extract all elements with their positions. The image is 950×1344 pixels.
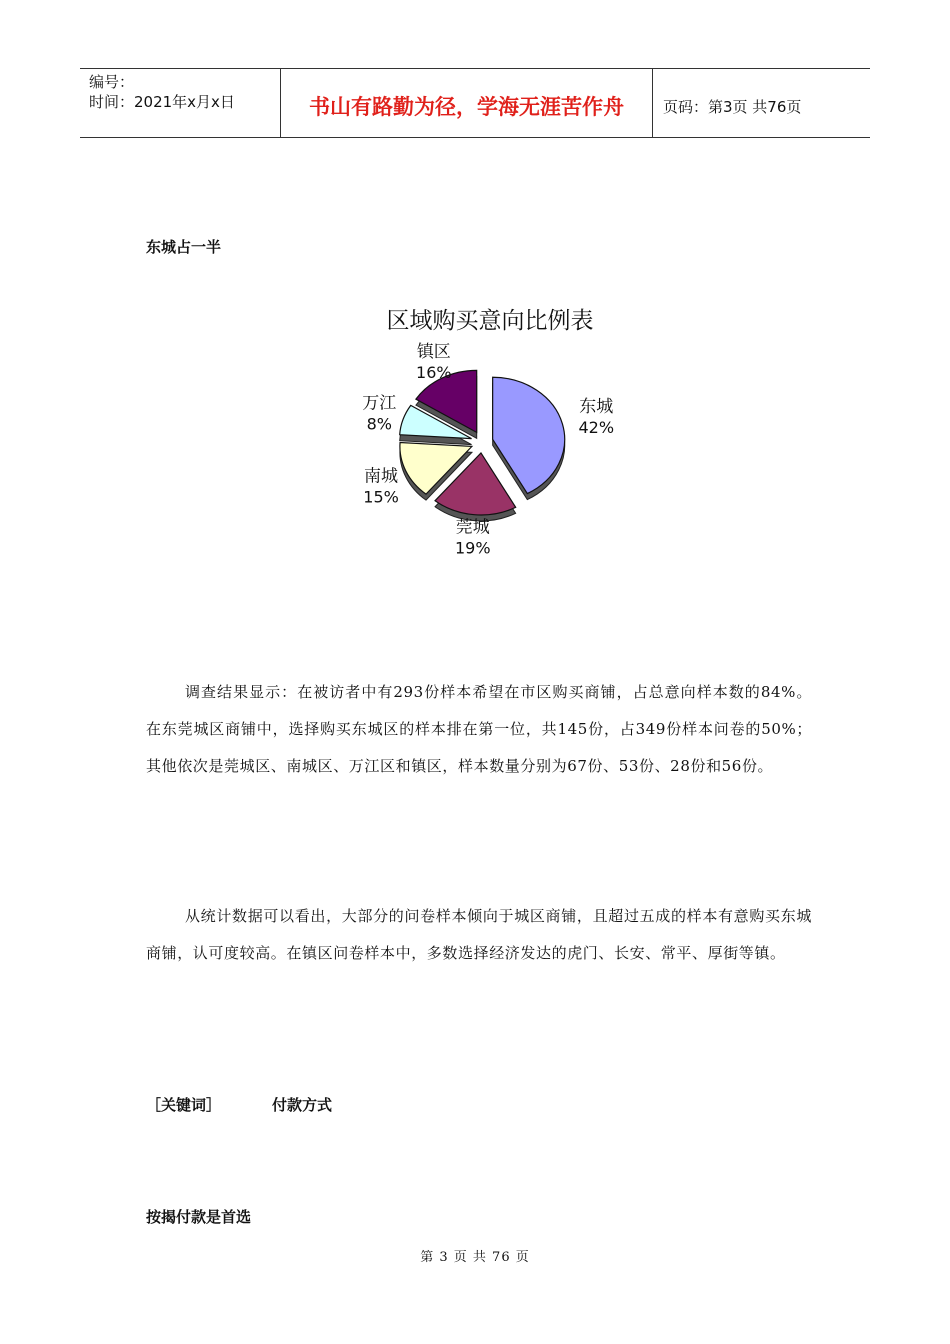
slice-value-label-0: 42%: [578, 418, 615, 438]
paragraph-survey-result: 调查结果显示：在被访者中有293份样本希望在市区购买商铺，占总意向样本数的84%。在东莞城区商铺中，选择购买东城区的样本排在第一位，共145份，占349份样本问卷的50%；其他依次是莞城区、南城区、万江区和镇区，样本数量分别为67份、53份、28份和56份。: [146, 683, 812, 775]
header-meta: [80, 69, 281, 137]
slice-value-label-3: 8%: [366, 414, 392, 434]
section-heading-mortgage: 按揭付款是首选: [146, 1208, 252, 1226]
pie-slices: [400, 370, 565, 521]
slice-category-label-4: 镇区: [416, 341, 451, 362]
header-motto: 书山有路勤为径，学海无涯苦作舟: [281, 69, 653, 137]
slice-value-label-1: 19%: [454, 538, 491, 558]
page-header: [80, 68, 870, 138]
number-label: 编号：: [89, 73, 135, 91]
slice-value-label-4: 16%: [416, 362, 452, 382]
chart-title: 区域购买意向比例表: [386, 308, 594, 334]
slice-category-label-1: 莞城: [455, 517, 490, 538]
keyword-value: 付款方式: [272, 1096, 333, 1114]
slice-category-label-0: 东城: [579, 397, 614, 418]
slice-category-label-3: 万江: [362, 393, 397, 414]
section-heading-east-city: 东城占一半: [146, 238, 222, 256]
keyword-label: ［关键词］: [146, 1096, 222, 1114]
page-footer: 第 3 页 共 76 页: [420, 1250, 530, 1265]
pie-chart: [340, 292, 640, 572]
header-page-info: 页码：第3页 共76页: [663, 97, 802, 116]
time-label: 时间：2021年x月x日: [89, 93, 235, 111]
slice-value-label-2: 15%: [363, 487, 399, 507]
slice-category-label-2: 南城: [364, 466, 399, 487]
paragraph-statistics: 从统计数据可以看出，大部分的问卷样本倾向于城区商铺，且超过五成的样本有意购买东城商铺，认可度较高。在镇区问卷样本中，多数选择经济发达的虎门、长安、常平、厚街等镇。: [146, 907, 812, 962]
